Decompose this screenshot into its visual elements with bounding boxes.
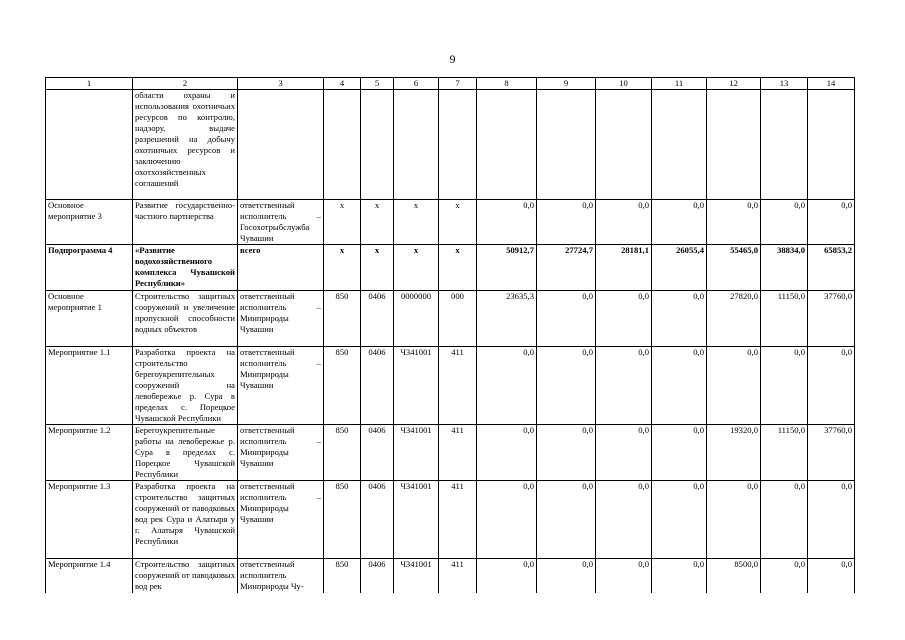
cell-amount: 23635,3 [477, 291, 537, 347]
row-title: Мероприятие 1.4 [46, 559, 133, 593]
cell-amount: 0,0 [537, 347, 596, 425]
cell-amount [652, 90, 707, 200]
cell-amount: 0,0 [652, 481, 707, 559]
cell-grbs: 850 [324, 425, 361, 481]
cell-amount [596, 90, 652, 200]
cell-section: 0406 [361, 347, 394, 425]
column-number: 6 [394, 78, 439, 90]
cell-amount: 0,0 [652, 291, 707, 347]
cell-section: x [361, 245, 394, 291]
column-number: 1 [46, 78, 133, 90]
table-row [46, 559, 855, 593]
cell-target: x [394, 200, 439, 245]
row-executor: ответственный исполнитель – Минприроды Чувашии [238, 347, 324, 425]
cell-amount: 0,0 [652, 200, 707, 245]
row-title [46, 90, 133, 200]
table-row [46, 200, 855, 245]
cell-amount: 0,0 [652, 425, 707, 481]
cell-amount: 55465,0 [707, 245, 761, 291]
cell-expense-type: 000 [439, 291, 477, 347]
cell-expense-type: 411 [439, 425, 477, 481]
column-number: 4 [324, 78, 361, 90]
row-executor: всего [238, 245, 324, 291]
row-description: Разработка проекта на строительство берегоукрепительных сооружений на левобережье р. Сура в пределах с. Порецкое Чувашской Республики [133, 347, 238, 425]
column-number: 11 [652, 78, 707, 90]
cell-expense-type: x [439, 245, 477, 291]
cell-amount: 0,0 [652, 559, 707, 593]
cell-target: Ч341001 [394, 481, 439, 559]
cell-amount: 0,0 [761, 200, 808, 245]
cell-amount: 0,0 [707, 200, 761, 245]
cell-amount: 0,0 [808, 481, 855, 559]
cell-amount [808, 90, 855, 200]
column-number: 3 [238, 78, 324, 90]
cell-amount [477, 90, 537, 200]
cell-expense-type: 411 [439, 559, 477, 593]
cell-expense-type: 411 [439, 347, 477, 425]
cell-amount: 11150,0 [761, 425, 808, 481]
cell-grbs: 850 [324, 481, 361, 559]
column-number: 8 [477, 78, 537, 90]
cell-target: Ч341001 [394, 425, 439, 481]
cell-amount: 0,0 [477, 347, 537, 425]
cell-amount: 28181,1 [596, 245, 652, 291]
table-row [46, 245, 855, 291]
row-description: «Развитие водохозяйственного комплекса Чувашской Республики» [133, 245, 238, 291]
cell-amount [537, 90, 596, 200]
cell-section: 0406 [361, 425, 394, 481]
cell-amount: 0,0 [596, 291, 652, 347]
row-executor: ответственный исполнитель – Минприроды Чувашии [238, 291, 324, 347]
table-row [46, 291, 855, 347]
cell-amount: 0,0 [707, 481, 761, 559]
row-description: области охраны и использования охотничьих ресурсов по контролю, надзору, выдаче разрешений на добычу охотничьих ресурсов и заключению охотхозяйственных соглашений [133, 90, 238, 200]
cell-amount: 11150,0 [761, 291, 808, 347]
cell-section [361, 90, 394, 200]
row-title: Основное мероприятие 1 [46, 291, 133, 347]
row-title: Мероприятие 1.3 [46, 481, 133, 559]
cell-amount: 26055,4 [652, 245, 707, 291]
cell-amount: 0,0 [537, 200, 596, 245]
column-number: 12 [707, 78, 761, 90]
cell-amount: 27724,7 [537, 245, 596, 291]
cell-amount: 0,0 [707, 347, 761, 425]
column-number: 5 [361, 78, 394, 90]
row-description: Строительство защитных сооружений от паводковых вод рек [133, 559, 238, 593]
cell-amount: 37760,0 [808, 291, 855, 347]
cell-amount: 0,0 [477, 559, 537, 593]
cell-amount: 8500,0 [707, 559, 761, 593]
cell-grbs: x [324, 245, 361, 291]
row-title: Подпрограмма 4 [46, 245, 133, 291]
row-description: Строительство защитных сооружений и увеличение пропускной способности водных объектов [133, 291, 238, 347]
cell-amount: 0,0 [596, 481, 652, 559]
table-row [46, 425, 855, 481]
table-row [46, 90, 855, 200]
row-title: Мероприятие 1.1 [46, 347, 133, 425]
column-number: 14 [808, 78, 855, 90]
page-number: 9 [449, 52, 456, 66]
cell-grbs: 850 [324, 347, 361, 425]
cell-amount: 0,0 [761, 347, 808, 425]
cell-amount [761, 90, 808, 200]
cell-amount: 0,0 [596, 200, 652, 245]
cell-grbs: x [324, 200, 361, 245]
cell-amount: 0,0 [808, 200, 855, 245]
cell-amount: 19320,0 [707, 425, 761, 481]
cell-amount: 38834,0 [761, 245, 808, 291]
cell-section: 0406 [361, 559, 394, 593]
cell-amount [707, 90, 761, 200]
cell-amount: 0,0 [477, 200, 537, 245]
cell-section: x [361, 200, 394, 245]
cell-amount: 0,0 [761, 559, 808, 593]
cell-expense-type: x [439, 200, 477, 245]
cell-expense-type: 411 [439, 481, 477, 559]
cell-target: 0000000 [394, 291, 439, 347]
cell-amount: 50912,7 [477, 245, 537, 291]
cell-amount: 0,0 [596, 559, 652, 593]
cell-target: x [394, 245, 439, 291]
cell-amount: 0,0 [537, 291, 596, 347]
cell-amount: 27820,0 [707, 291, 761, 347]
row-title: Мероприятие 1.2 [46, 425, 133, 481]
table-row [46, 481, 855, 559]
table-row [46, 347, 855, 425]
cell-amount: 0,0 [652, 347, 707, 425]
row-description: Развитие государственно-частного партнерства [133, 200, 238, 245]
column-number: 2 [133, 78, 238, 90]
cell-target: Ч341001 [394, 347, 439, 425]
row-executor: ответственный исполнитель – Минприроды Чувашии [238, 481, 324, 559]
column-number: 7 [439, 78, 477, 90]
row-description: Разработка проекта на строительство защитных сооружений от паводковых вод рек Сура и Алатыря у г. Алатыря Чувашской Республики [133, 481, 238, 559]
column-number-row [46, 78, 855, 90]
cell-amount: 0,0 [537, 559, 596, 593]
cell-amount: 65853,2 [808, 245, 855, 291]
row-executor: ответственный исполнитель Минприроды Чу- [238, 559, 324, 593]
cell-amount: 0,0 [596, 347, 652, 425]
cell-grbs [324, 90, 361, 200]
cell-amount: 0,0 [477, 425, 537, 481]
cell-amount: 0,0 [808, 347, 855, 425]
row-executor: ответственный исполнитель – Минприроды Чувашии [238, 425, 324, 481]
cell-amount: 0,0 [537, 425, 596, 481]
program-funding-table [45, 77, 855, 593]
cell-amount: 37760,0 [808, 425, 855, 481]
row-title: Основное мероприятие 3 [46, 200, 133, 245]
cell-amount: 0,0 [761, 481, 808, 559]
cell-expense-type [439, 90, 477, 200]
cell-amount: 0,0 [477, 481, 537, 559]
row-executor: ответственный исполнитель – Госохотрыбслужба Чувашии [238, 200, 324, 245]
cell-amount: 0,0 [596, 425, 652, 481]
column-number: 9 [537, 78, 596, 90]
row-description: Берегоукрепительные работы на левобережье р. Сура в пределах с. Порецкое Чувашской Республики [133, 425, 238, 481]
column-number: 13 [761, 78, 808, 90]
cell-section: 0406 [361, 481, 394, 559]
cell-target [394, 90, 439, 200]
cell-grbs: 850 [324, 559, 361, 593]
cell-amount: 0,0 [537, 481, 596, 559]
cell-section: 0406 [361, 291, 394, 347]
cell-amount: 0,0 [808, 559, 855, 593]
cell-target: Ч341001 [394, 559, 439, 593]
column-number: 10 [596, 78, 652, 90]
cell-grbs: 850 [324, 291, 361, 347]
row-executor [238, 90, 324, 200]
